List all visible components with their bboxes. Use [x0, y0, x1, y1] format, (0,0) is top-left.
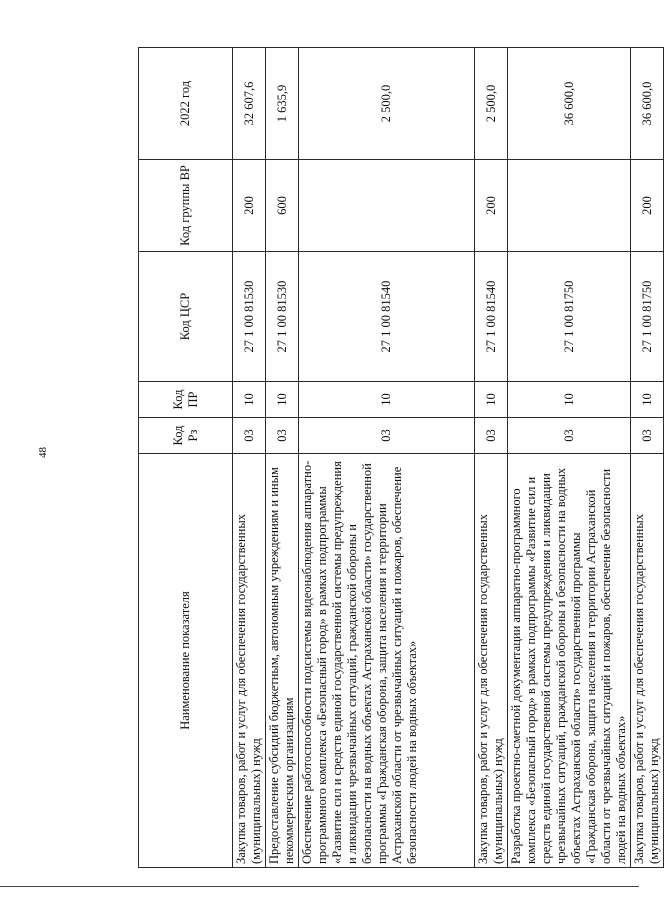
row-csr: 27 1 00 81530 [266, 252, 299, 382]
table-row [233, 48, 266, 868]
row-csr: 27 1 00 81540 [475, 252, 508, 382]
footer-divider [0, 886, 639, 887]
row-name: Закупка товаров, работ и услуг для обеспечения государственных (муниципальных) нужд [233, 454, 266, 868]
header-vr: Код группы ВР [139, 160, 233, 252]
row-csr: 27 1 00 81750 [631, 252, 664, 382]
header-year: 2022 год [139, 48, 233, 160]
table-row [631, 48, 664, 868]
table-row [475, 48, 508, 868]
row-rz: 03 [266, 418, 299, 454]
row-name: Обеспечение работоспособности подсистемы видеонаблюдения аппаратно-программного комплекса «Безопасный город» в рамках подпрограммы «Развитие сил и средств единой государственной системы предупреждения и ликвидации чрезвычайных ситуаций, гражданской обороны и безопасности на водных объектах Астраханской области» государственной программы «Гражданская оборона, защита населения и территории Астраханской области от чрезвычайных ситуаций и пожаров, обеспечение безопасности людей на водных объектах» [299, 454, 475, 868]
row-rz: 03 [233, 418, 266, 454]
row-rz: 03 [508, 418, 631, 454]
row-rz: 03 [631, 418, 664, 454]
row-amount: 36 600,0 [631, 48, 664, 160]
row-pr: 10 [266, 382, 299, 418]
row-vr [508, 160, 631, 252]
table-row [266, 48, 299, 868]
row-vr: 200 [233, 160, 266, 252]
row-amount: 32 607,6 [233, 48, 266, 160]
row-amount: 1 635,9 [266, 48, 299, 160]
row-vr [299, 160, 475, 252]
header-name: Наименование показателя [139, 454, 233, 868]
budget-table [138, 47, 664, 868]
row-name: Закупка товаров, работ и услуг для обеспечения государственных (муниципальных) нужд [631, 454, 664, 868]
table-row [508, 48, 631, 868]
header-csr: Код ЦСР [139, 252, 233, 382]
row-amount: 36 600,0 [508, 48, 631, 160]
row-csr: 27 1 00 81750 [508, 252, 631, 382]
table-header-row [139, 48, 233, 868]
row-name: Разработка проектно-сметной документации аппаратно-программного комплекса «Безопасный город» в рамках подпрограммы «Развитие сил и средств единой государственной системы предупреждения и ликвидации чрезвычайных ситуаций, гражданской обороны и безопасности на водных объектах Астраханской области» государственной программы «Гражданская оборона, защита населения и территории Астраханской области от чрезвычайных ситуаций и пожаров, обеспечение безопасности людей на водных объектах» [508, 454, 631, 868]
table-row [299, 48, 475, 868]
row-pr: 10 [508, 382, 631, 418]
row-vr: 600 [266, 160, 299, 252]
header-rz: Код Рз [139, 418, 233, 454]
row-name: Предоставление субсидий бюджетным, автономным учреждениям и иным некоммерческим организациям [266, 454, 299, 868]
header-pr: Код ПР [139, 382, 233, 418]
row-pr: 10 [475, 382, 508, 418]
row-rz: 03 [299, 418, 475, 454]
rotated-table-container [138, 48, 661, 868]
row-name: Закупка товаров, работ и услуг для обеспечения государственных (муниципальных) нужд [475, 454, 508, 868]
row-vr: 200 [475, 160, 508, 252]
row-vr: 200 [631, 160, 664, 252]
row-csr: 27 1 00 81530 [233, 252, 266, 382]
row-pr: 10 [233, 382, 266, 418]
row-rz: 03 [475, 418, 508, 454]
row-csr: 27 1 00 81540 [299, 252, 475, 382]
page-number: 48 [37, 447, 49, 458]
row-pr: 10 [299, 382, 475, 418]
row-amount: 2 500,0 [299, 48, 475, 160]
row-amount: 2 500,0 [475, 48, 508, 160]
row-pr: 10 [631, 382, 664, 418]
